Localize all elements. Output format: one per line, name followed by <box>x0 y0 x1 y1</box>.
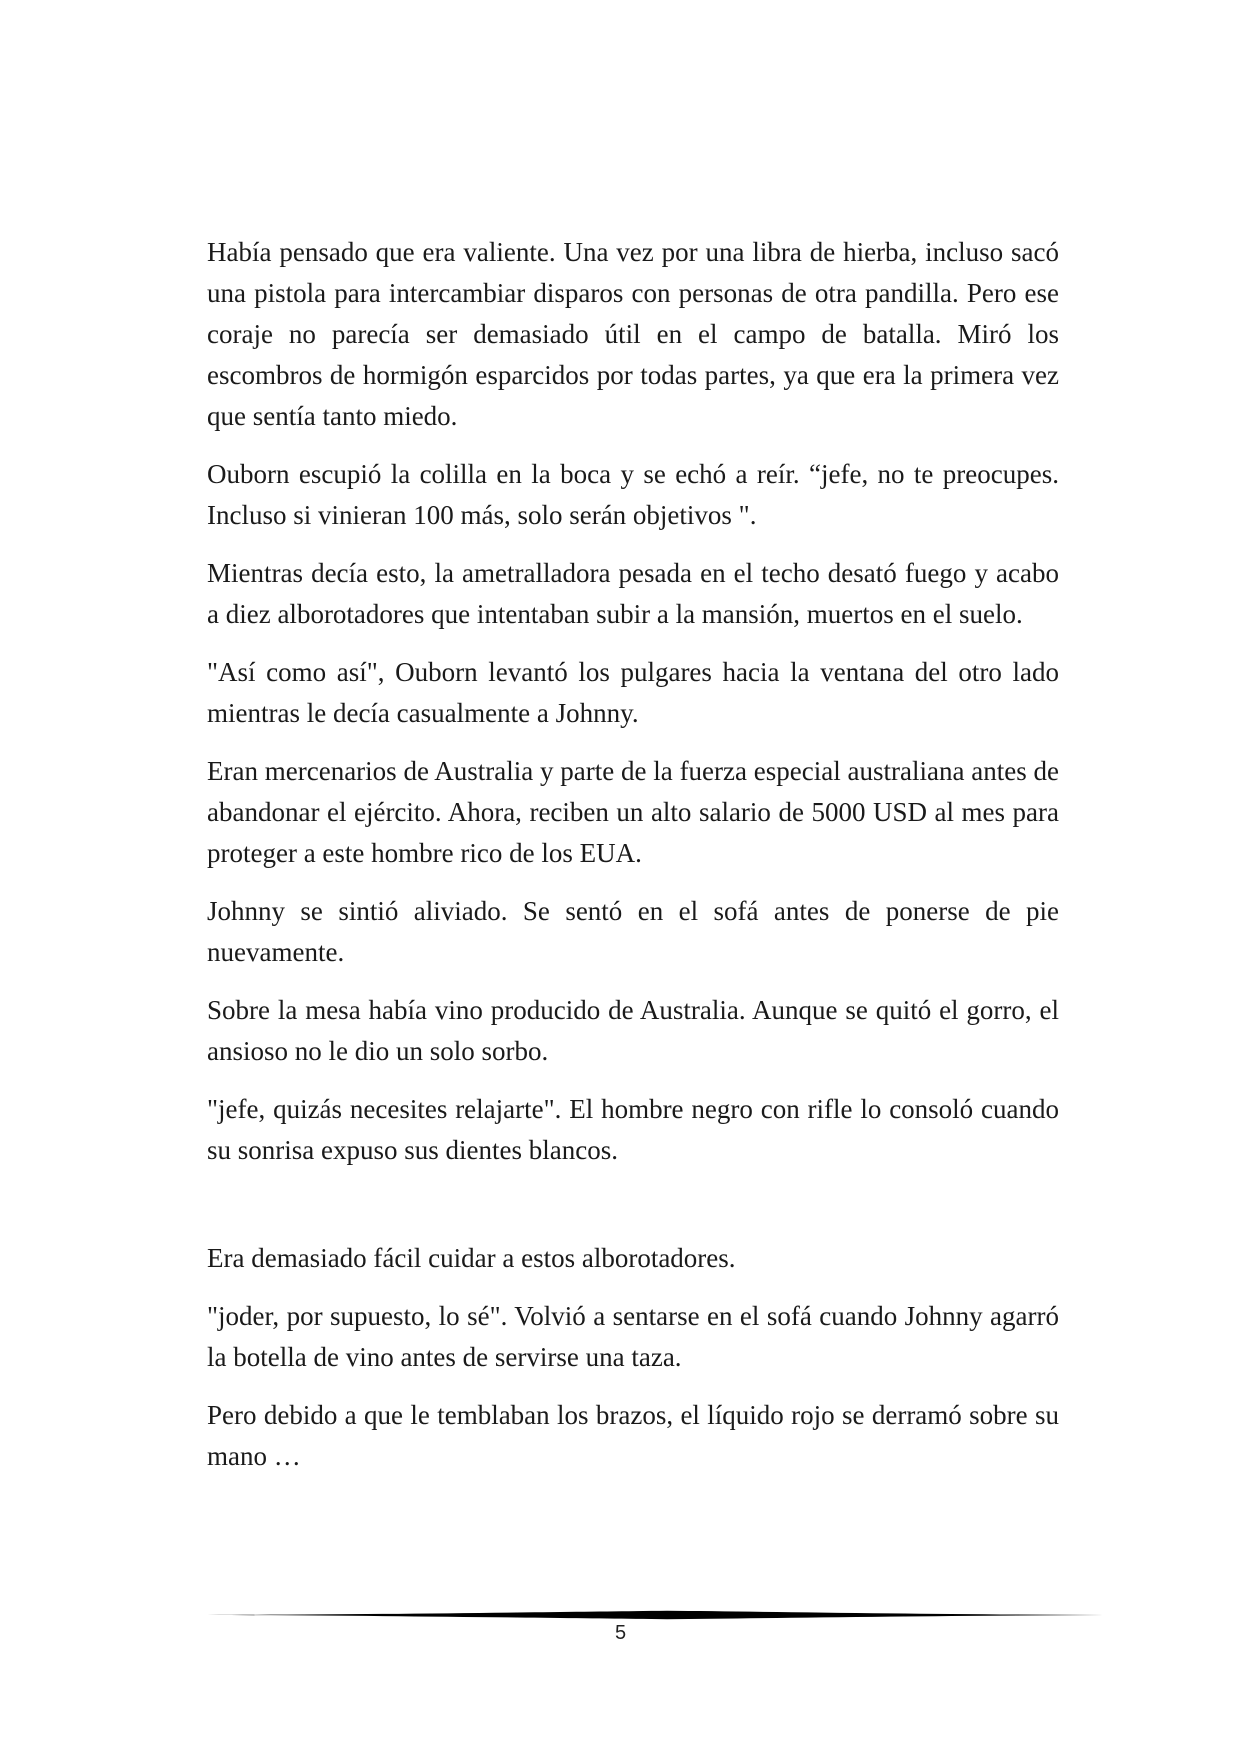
paragraph: Había pensado que era valiente. Una vez por una libra de hierba, incluso sacó una pistola para intercambiar disparos con personas de otra pandilla. Pero ese coraje no parecía ser demasiado útil en el campo de batalla. Miró los escombros de hormigón esparcidos por todas partes, ya que era la primera vez que sentía tanto miedo. <box>207 237 1059 431</box>
paragraph: Ouborn escupió la colilla en la boca y se echó a reír. “jefe, no te preocupes. Incluso si vinieran 100 más, solo serán objetivos ". <box>207 459 1059 530</box>
paragraph: Era demasiado fácil cuidar a estos alborotadores. <box>207 1243 736 1273</box>
paragraph: "joder, por supuesto, lo sé". Volvió a sentarse en el sofá cuando Johnny agarró la botella de vino antes de servirse una taza. <box>207 1301 1059 1372</box>
paragraph: "Así como así", Ouborn levantó los pulgares hacia la ventana del otro lado mientras le decía casualmente a Johnny. <box>207 657 1059 728</box>
paragraph: Mientras decía esto, la ametralladora pesada en el techo desató fuego y acabo a diez alborotadores que intentaban subir a la mansión, muertos en el suelo. <box>207 558 1059 629</box>
paragraph: Pero debido a que le temblaban los brazos, el líquido rojo se derramó sobre su mano … <box>207 1400 1059 1471</box>
paragraph: Eran mercenarios de Australia y parte de la fuerza especial australiana antes de abandonar el ejército. Ahora, reciben un alto salario de 5000 USD al mes para proteger a este hombre rico de los EUA. <box>207 756 1059 868</box>
page-number: 5 <box>614 1622 627 1644</box>
paragraph: "jefe, quizás necesites relajarte". El hombre negro con rifle lo consoló cuando su sonrisa expuso sus dientes blancos. <box>207 1094 1059 1165</box>
paragraph: Sobre la mesa había vino producido de Australia. Aunque se quitó el gorro, el ansioso no le dio un solo sorbo. <box>207 995 1059 1066</box>
footer-divider <box>207 1610 1104 1620</box>
paragraph: Johnny se sintió aliviado. Se sentó en el sofá antes de ponerse de pie nuevamente. <box>207 896 1059 967</box>
body-text <box>207 232 1059 1494</box>
